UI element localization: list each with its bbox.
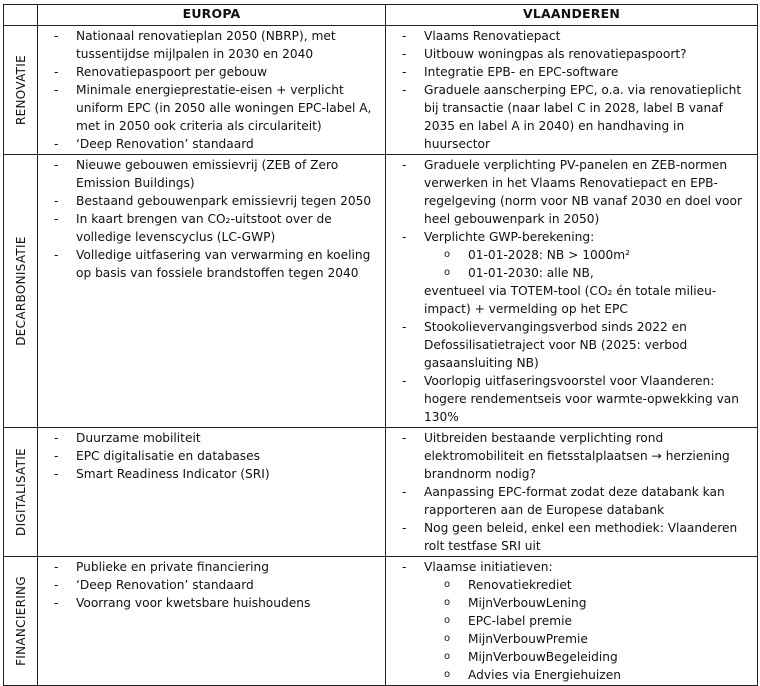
europa-list: [38, 428, 385, 484]
list-item: - Aanpassing EPC-format zodat deze databank kan rapporteren aan de Europese databank: [402, 485, 725, 517]
list-item: - ‘Deep Renovation’ standaard: [54, 137, 254, 151]
list-item: - Smart Readiness Indicator (SRI): [54, 467, 270, 481]
list-item: - Vlaamse initiatieven: o Renovatiekrediet o MijnVerbouwLening o EPC-label premie o MijnVerbouwPremie o MijnVerbouwBegeleiding o Advies via Energiehuizen: [386, 558, 753, 684]
vlaanderen-list: [386, 428, 757, 556]
europa-list: [38, 557, 385, 613]
list-item: - ‘Deep Renovation’ standaard: [54, 578, 254, 592]
list-item: - Voorlopig uitfaseringsvoorstel voor Vlaanderen: hogere rendementseis voor warmte-opwekking van 130%: [402, 374, 739, 424]
row-label-cell: [4, 26, 38, 155]
list-item: - Bestaand gebouwenpark emissievrij tegen 2050: [54, 194, 372, 208]
sub-list-item: o 01-01-2028: NB > 1000m²: [444, 248, 631, 262]
circle-bullet-icon: o: [444, 267, 451, 278]
sub-list: [424, 246, 753, 282]
row-label-financiering: FINANCIERING: [13, 576, 28, 666]
row-label-renovatie: RENOVATIE: [13, 54, 28, 126]
list-item: - Voorrang voor kwetsbare huishoudens: [54, 596, 311, 610]
sub-list-item: o MijnVerbouwLening: [444, 596, 587, 610]
row-label-cell: [4, 155, 38, 428]
circle-bullet-icon: o: [444, 633, 451, 644]
circle-bullet-icon: o: [444, 669, 451, 680]
vlaanderen-cell: [386, 557, 758, 686]
vlaanderen-list: [386, 155, 757, 427]
europa-list: [38, 155, 385, 283]
list-item: - Nieuwe gebouwen emissievrij (ZEB of Zero Emission Buildings): [54, 158, 339, 190]
comparison-table: [3, 4, 758, 686]
row-financiering: [4, 557, 758, 686]
header-vlaanderen: VLAANDEREN: [386, 5, 758, 26]
circle-bullet-icon: o: [444, 579, 451, 590]
europa-cell: [38, 155, 386, 428]
list-item: - Verplichte GWP-berekening: o 01-01-2028: NB > 1000m² o 01-01-2030: alle NB, eventueel via TOTEM-tool (CO₂ én totale milieu-impact) + vermelding op het EPC: [386, 228, 753, 318]
row-decarbonisatie: [4, 155, 758, 428]
list-item: - Vlaams Renovatiepact: [402, 29, 561, 43]
list-item: - Integratie EPB- en EPC-software: [402, 65, 619, 79]
europa-cell: [38, 26, 386, 155]
list-item: - Renovatiepaspoort per gebouw: [54, 65, 268, 79]
sub-list-item: o 01-01-2030: alle NB,: [444, 266, 594, 280]
row-label-cell: [4, 557, 38, 686]
europa-cell: [38, 428, 386, 557]
sub-list-item: o MijnVerbouwBegeleiding: [444, 650, 618, 664]
vlaanderen-cell: [386, 428, 758, 557]
header-blank: [4, 5, 38, 26]
vlaanderen-list: [386, 557, 757, 685]
list-item: - Volledige uitfasering van verwarming en koeling op basis van fossiele brandstoffen tegen 2040: [54, 248, 371, 280]
list-item: - Minimale energieprestatie-eisen + verplicht uniform EPC (in 2050 alle woningen EPC-label A, met in 2050 ook criteria als circulariteit): [54, 83, 372, 133]
list-item: - Graduele aanscherping EPC, o.a. via renovatieplicht bij transactie (naar label C in 2028, label B vanaf 2035 en label A in 2040) en handhaving in huursector: [402, 83, 742, 151]
vlaanderen-cell: [386, 26, 758, 155]
list-item: - Duurzame mobiliteit: [54, 431, 201, 445]
list-item: - Nog geen beleid, enkel een methodiek: Vlaanderen rolt testfase SRI uit: [402, 521, 738, 553]
list-item: - Uitbouw woningpas als renovatiepaspoort?: [402, 47, 687, 61]
row-label-cell: [4, 428, 38, 557]
sub-list-item: o Renovatiekrediet: [444, 578, 572, 592]
list-item: - Uitbreiden bestaande verplichting rond elektromobiliteit en fietsstalplaatsen → herziening brandnorm nodig?: [402, 431, 730, 481]
sub-list-item: o MijnVerbouwPremie: [444, 632, 588, 646]
list-item: - EPC digitalisatie en databases: [54, 449, 261, 463]
europa-cell: [38, 557, 386, 686]
list-item: - Graduele verplichting PV-panelen en ZEB-normen verwerken in het Vlaams Renovatiepact en EPB-regelgeving (norm voor NB vanaf 2030 en doel voor heel gebouwenpark in 2050): [402, 158, 742, 226]
row-digitalisatie: [4, 428, 758, 557]
header-row: [4, 5, 758, 26]
row-label-decarbonisatie: DECARBONISATIE: [13, 236, 28, 346]
sub-list-item: o EPC-label premie: [444, 614, 573, 628]
row-label-digitalisatie: DIGITALISATIE: [13, 448, 28, 536]
vlaanderen-cell: [386, 155, 758, 428]
list-item: - In kaart brengen van CO₂-uitstoot over de volledige levenscyclus (LC-GWP): [54, 212, 332, 244]
list-item: - Stookolievervangingsverbod sinds 2022 en Defossilisatietraject voor NB (2025: verbod gasaansluiting NB): [402, 320, 688, 370]
gwp-note: eventueel via TOTEM-tool (CO₂ én totale milieu-impact) + vermelding op het EPC: [424, 284, 717, 316]
circle-bullet-icon: o: [444, 597, 451, 608]
circle-bullet-icon: o: [444, 651, 451, 662]
europa-list: [38, 26, 385, 154]
list-item: - Publieke en private financiering: [54, 560, 269, 574]
header-europa: EUROPA: [38, 5, 386, 26]
circle-bullet-icon: o: [444, 615, 451, 626]
sub-list: [424, 576, 753, 684]
vlaanderen-list: [386, 26, 757, 154]
list-item: - Nationaal renovatieplan 2050 (NBRP), met tussentijdse mijlpalen in 2030 en 2040: [54, 29, 336, 61]
sub-list-item: o Advies via Energiehuizen: [444, 668, 621, 682]
circle-bullet-icon: o: [444, 249, 451, 260]
row-renovatie: [4, 26, 758, 155]
